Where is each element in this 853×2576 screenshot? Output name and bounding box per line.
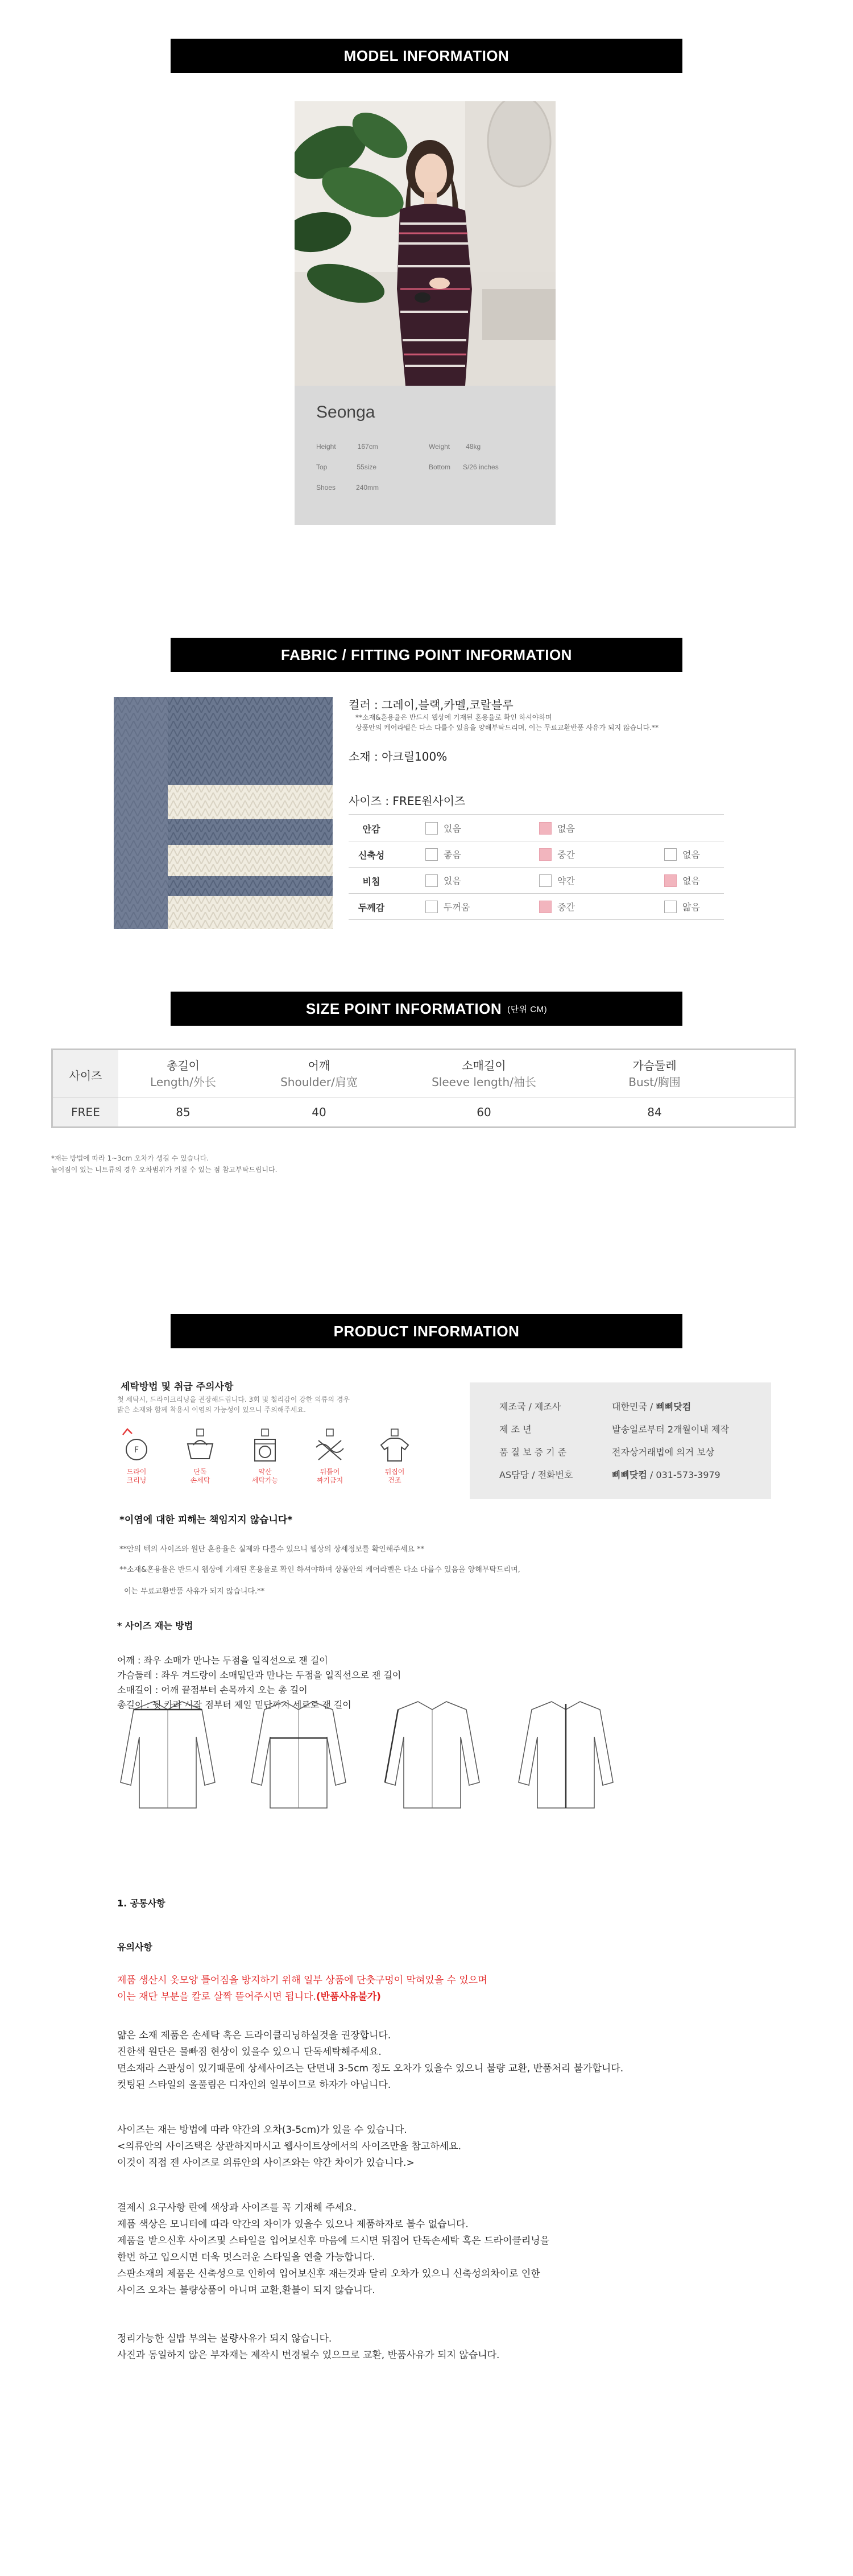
care-label-machine: 약산 세탁가능 [251, 1468, 279, 1484]
fabric-color-note-1: **소재&혼용율은 반드시 웹상에 기재된 혼용율로 확인 하셔야하며 [355, 713, 552, 721]
care-label-no-wring: 뒤틀어 짜기금지 [316, 1468, 343, 1484]
size-row-label: FREE [71, 1105, 100, 1119]
model-name: Seonga [316, 403, 375, 422]
care-desc-2: 밝은 소재와 함께 착용시 이염의 가능성이 있으니 주의해주세요. [117, 1406, 306, 1414]
care-label-hand-wash: 단독 손세탁 [190, 1468, 210, 1484]
svg-text:F: F [134, 1446, 139, 1455]
model-info-banner: MODEL INFORMATION [171, 39, 682, 73]
size-value-sleeve: 60 [477, 1105, 491, 1119]
fit-option: 좋음 [425, 848, 461, 861]
fit-option: 얇음 [664, 900, 700, 913]
fit-label: 두께감 [358, 902, 385, 913]
model-stat-top: Top 55size [316, 463, 377, 471]
fit-checkbox [664, 901, 677, 913]
fit-checkbox-selected [539, 822, 552, 835]
size-value-bust: 84 [647, 1105, 662, 1119]
fit-checkbox [664, 848, 677, 861]
fit-row-stretch [349, 841, 724, 868]
fit-checkbox-selected [664, 874, 677, 887]
care-label-inside-out: 뒤집어 건조 [384, 1468, 405, 1484]
measure-title: * 사이즈 재는 방법 [117, 1620, 193, 1631]
info-label: AS담당 / 전화번호 [499, 1469, 573, 1480]
fabric-color: 컬러 : 그레이,블랙,카멜,코랄블루 [349, 698, 514, 712]
fit-option: 있음 [425, 821, 461, 835]
size-col-sleeve: 소매길이 Sleeve length/袖长 [432, 1059, 536, 1089]
dye-note-2: **소재&혼용율은 반드시 웹상에 기재된 혼용율로 확인 하셔야하며 상품안의 케어라벨은 다소 다를수 있음을 양해부탁드리며, [119, 1566, 520, 1574]
fit-row-sheer [349, 867, 724, 894]
fit-checkbox [425, 848, 438, 861]
fit-row-lining [349, 815, 724, 841]
dye-note-1: **안의 텍의 사이즈와 원단 혼용율은 실제와 다를수 있으니 웹상의 상세정보를 확인해주세요 ** [119, 1545, 425, 1554]
manufacturer-info-box [470, 1382, 771, 1499]
product-info-banner: PRODUCT INFORMATION [171, 1314, 682, 1348]
info-value: 발송일로부터 2개월이내 제작 [612, 1424, 729, 1435]
fit-checkbox [425, 874, 438, 887]
length-measure-diagram [512, 1697, 620, 1811]
model-photo [295, 101, 556, 386]
fit-checkbox [425, 901, 438, 913]
fit-option: 있음 [425, 874, 461, 887]
fit-checkbox [425, 822, 438, 835]
care-paragraph-1: 얇은 소재 제품은 손세탁 혹은 드라이클리닝하실것을 권장합니다. 진한색 원단은 물빠짐 현상이 있을수 있으니 단독세탁해주세요. 면소재라 스판성이 있기때문에 상세사이즈는 단면내 3-5cm 정도 오차가 있을수 있으니 불량 교환, 반품처리 불가합니다. 컷팅된 스타일의 올풀림은 디자인의 일부이므로 하자가 아닙니다. [117, 2030, 624, 2091]
fit-option: 없음 [664, 848, 700, 861]
care-paragraph-3: 결제시 요구사항 란에 색상과 사이즈를 꼭 기재해 주세요. 제품 색상은 모니터에 따라 약간의 차이가 있을수 있으나 제품하자로 볼수 없습니다. 제품을 받으신후 사이즈및 스타일을 입어보신후 마음에 드시면 뒤집어 단독손세탁 혹은 드라이클리닝을 한번 하고 입으시면 더욱 멋스러운 스타일을 연출 가능합니다. 스판소재의 제품은 신축성으로 인하여 입어보신후 재는것과 달리 오차가 있으니 신축성의차이로 인한 사이즈 오차는 불량상품이 아니며 교환,환불이 되지 않습니다. [117, 2202, 550, 2296]
info-value: 전자상거래법에 의거 보상 [612, 1447, 715, 1458]
bust-measure-diagram [245, 1697, 353, 1811]
fit-option: 두꺼움 [425, 900, 470, 913]
size-col-shoulder: 어깨 Shoulder/肩宽 [280, 1059, 358, 1089]
fabric-info-banner: FABRIC / FITTING POINT INFORMATION [171, 638, 682, 672]
size-header-label: 사이즈 [69, 1069, 102, 1083]
size-table [51, 1048, 796, 1128]
info-label: 품 질 보 증 기 준 [499, 1447, 567, 1458]
measure-lines: 어깨 : 좌우 소매가 만나는 두점을 일직선으로 잰 길이 가슴둘레 : 좌우 겨드랑이 소매밑단과 만나는 두점을 일직선으로 잰 길이 소매길이 : 어깨 끝점부터 손목까지 오는 총 길이 총길이 : 뒷 카라 시작 점부터 제일 밑단까지 세로로 잰 길이 [117, 1655, 401, 1710]
fabric-swatch-image [114, 697, 333, 929]
model-stat-weight: Weight 48kg [429, 443, 481, 451]
fit-checkbox [539, 874, 552, 887]
fit-row-thickness [349, 893, 724, 920]
fit-option: 약간 [539, 874, 575, 887]
fabric-material: 소재 : 아크릴100% [349, 750, 448, 763]
model-stat-shoes: Shoes 240mm [316, 484, 379, 492]
size-value-length: 85 [176, 1105, 191, 1119]
fit-checkbox-selected [539, 901, 552, 913]
info-label: 제 조 년 [499, 1424, 532, 1435]
care-paragraph-2: 사이즈는 재는 방법에 따라 약간의 오차(3-5cm)가 있을 수 있습니다. <의류안의 사이즈택은 상관하지마시고 웹사이트상에서의 사이즈만을 참고하세요. 이것이 직접 잰 사이즈로 의류안의 사이즈와는 약간 차이가 있습니다.> [117, 2124, 462, 2169]
fit-label: 비침 [362, 876, 380, 887]
care-paragraph-4: 정리가능한 실밥 부의는 불량사유가 되지 않습니다. 사진과 동일하지 않은 부자재는 제작시 변경될수 있으므로 교환, 반품사유가 되지 않습니다. [117, 2333, 500, 2361]
hand-wash-icon [183, 1428, 217, 1462]
caution-title: 유의사항 [117, 1942, 152, 1952]
size-note-1: *재는 방법에 따라 1~3cm 오차가 생길 수 있습니다. [51, 1154, 209, 1162]
fit-option: 없음 [539, 821, 575, 835]
caution-red-text: 제품 생산시 옷모양 틀어짐을 방지하기 위해 일부 상품에 단춧구멍이 막혀있을 수 있으며 이는 재단 부분을 칼로 살짝 뜯어주시면 됩니다.(반품사유불가) [117, 1975, 487, 2003]
fit-label: 안감 [362, 824, 380, 835]
size-col-bust: 가슴둘레 Bust/胸围 [628, 1059, 681, 1089]
fabric-size: 사이즈 : FREE원사이즈 [349, 794, 466, 808]
care-title: 세탁방법 및 취급 주의사항 [121, 1381, 234, 1393]
fabric-color-note-2: 상품안의 케어라벨은 다소 다를수 있음을 양해부탁드리며, 이는 무료교환반품 사유가 되지 않습니다.** [355, 724, 659, 732]
info-label: 제조국 / 제조사 [499, 1401, 561, 1412]
model-stat-height: Height 167cm [316, 443, 378, 451]
model-card [295, 101, 556, 525]
dye-note-3: 이는 무료교환반품 사유가 되지 않습니다.** [124, 1587, 265, 1596]
care-desc-1: 첫 세탁시, 드라이크리닝을 권장해드립니다. 3회 및 철리감이 강한 의류의 경우 [117, 1396, 350, 1403]
fit-option: 없음 [664, 874, 700, 887]
dye-warning: *이염에 대한 피해는 책임지지 않습니다* [119, 1514, 293, 1526]
washing-machine-icon [248, 1428, 282, 1462]
fit-label: 신축성 [358, 850, 385, 861]
size-info-banner: SIZE POINT INFORMATION (단위 CM) [171, 992, 682, 1026]
no-wring-icon [313, 1428, 347, 1462]
fit-option: 중간 [539, 900, 575, 913]
size-value-shoulder: 40 [312, 1105, 326, 1119]
model-stat-bottom: Bottom S/26 inches [429, 463, 499, 471]
info-value: 대한민국 / 삐삐닷컴 [612, 1401, 691, 1412]
shoulder-measure-diagram [114, 1697, 222, 1811]
common-title: 1. 공통사항 [117, 1898, 165, 1909]
sleeve-measure-diagram [378, 1697, 486, 1811]
dry-clean-icon [119, 1428, 154, 1462]
fit-option: 중간 [539, 848, 575, 861]
care-icons-row [119, 1425, 438, 1516]
size-note-2: 늘어짐이 있는 니트류의 경우 오차범위가 커질 수 있는 점 참고부탁드립니다. [51, 1166, 278, 1174]
dry-inside-out-icon [378, 1428, 412, 1462]
size-col-length: 총길이 Length/外长 [150, 1059, 216, 1089]
info-value: 삐삐닷컴 / 031-573-3979 [612, 1469, 721, 1480]
fit-checkbox-selected [539, 848, 552, 861]
care-label-dry-clean: 드라이 크리닝 [126, 1468, 147, 1484]
